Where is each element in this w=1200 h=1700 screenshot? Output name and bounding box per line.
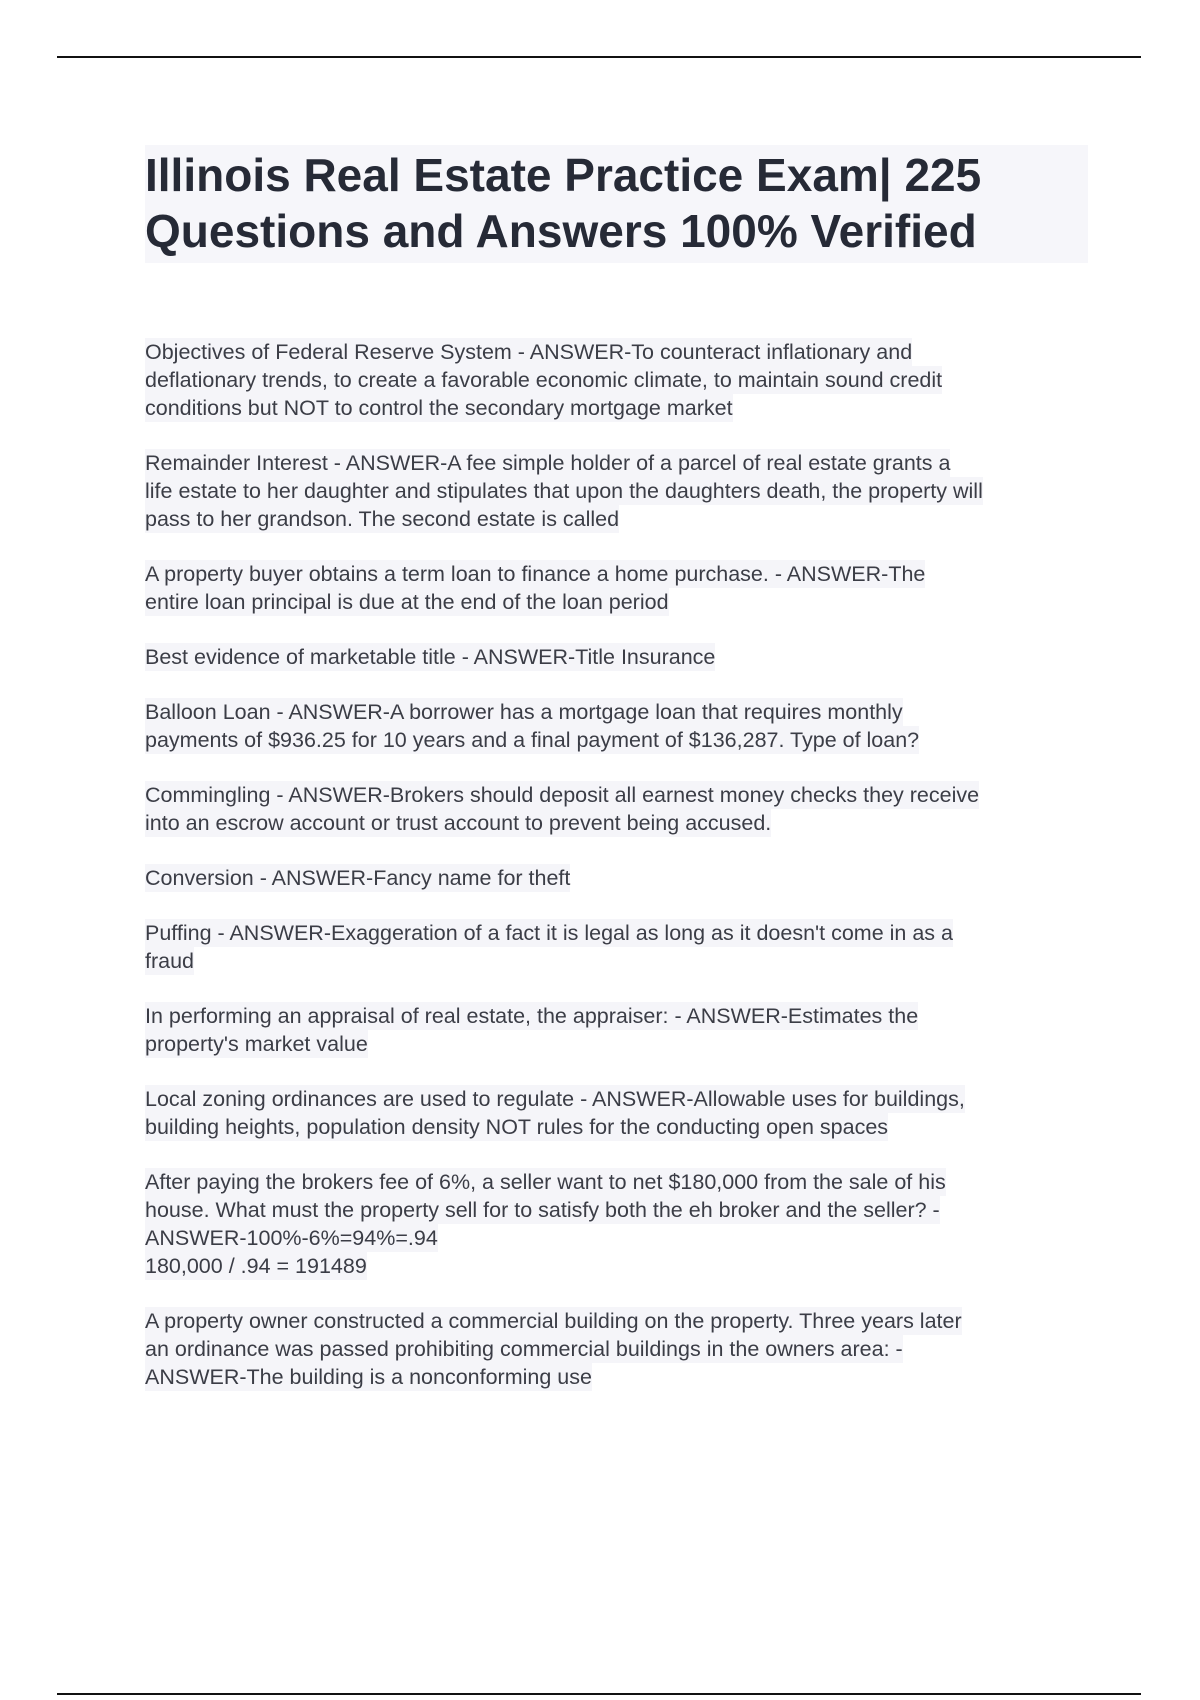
- qa-entry: [145, 781, 1095, 837]
- qa-text-line: an ordinance was passed prohibiting commercial buildings in the owners area: -: [145, 1337, 903, 1361]
- qa-text-line: conditions but NOT to control the secondary mortgage market: [145, 396, 733, 420]
- qa-entry: [145, 1168, 1095, 1280]
- qa-text-line: In performing an appraisal of real estate, the appraiser: - ANSWER-Estimates the: [145, 1004, 919, 1028]
- header-rule: [57, 56, 1141, 58]
- qa-text-line: Commingling - ANSWER-Brokers should deposit all earnest money checks they receive: [145, 783, 980, 807]
- qa-text-line: fraud: [145, 949, 195, 973]
- qa-entry: [145, 1002, 1095, 1058]
- qa-entry: [145, 1085, 1095, 1141]
- qa-entry: [145, 338, 1095, 422]
- qa-text-line: property's market value: [145, 1032, 368, 1056]
- qa-text-line: A property owner constructed a commercial building on the property. Three years later: [145, 1309, 962, 1333]
- qa-entry: [145, 919, 1095, 975]
- title-line: Questions and Answers 100% Verified: [145, 205, 977, 257]
- qa-text-line: life estate to her daughter and stipulates that upon the daughters death, the property will: [145, 479, 983, 503]
- qa-text-line: Conversion - ANSWER-Fancy name for theft: [145, 866, 571, 890]
- qa-text-line: ANSWER-100%-6%=94%=.94: [145, 1226, 438, 1250]
- qa-text-line: Remainder Interest - ANSWER-A fee simple holder of a parcel of real estate grants a: [145, 451, 951, 475]
- qa-text-line: deflationary trends, to create a favorable economic climate, to maintain sound credit: [145, 368, 943, 392]
- qa-text-line: Balloon Loan - ANSWER-A borrower has a mortgage loan that requires monthly: [145, 700, 903, 724]
- qa-list: [145, 338, 1095, 1418]
- qa-text-line: building heights, population density NOT rules for the conducting open spaces: [145, 1115, 889, 1139]
- qa-text-line: entire loan principal is due at the end of the loan period: [145, 590, 669, 614]
- qa-text-line: Best evidence of marketable title - ANSWER-Title Insurance: [145, 645, 716, 669]
- qa-text-line: house. What must the property sell for to satisfy both the eh broker and the seller? -: [145, 1198, 940, 1222]
- footer-rule: [57, 1693, 1141, 1695]
- qa-text-line: 180,000 / .94 = 191489: [145, 1254, 367, 1278]
- title-line: Illinois Real Estate Practice Exam| 225: [145, 149, 982, 201]
- qa-text-line: Local zoning ordinances are used to regulate - ANSWER-Allowable uses for buildings,: [145, 1087, 965, 1111]
- qa-entry: [145, 560, 1095, 616]
- qa-entry: [145, 864, 1095, 892]
- qa-entry: [145, 449, 1095, 533]
- qa-text-line: pass to her grandson. The second estate is called: [145, 507, 620, 531]
- qa-text-line: ANSWER-The building is a nonconforming use: [145, 1365, 592, 1389]
- qa-entry: [145, 643, 1095, 671]
- qa-text-line: After paying the brokers fee of 6%, a seller want to net $180,000 from the sale of his: [145, 1170, 946, 1194]
- qa-text-line: into an escrow account or trust account to prevent being accused.: [145, 811, 772, 835]
- qa-entry: [145, 698, 1095, 754]
- document-title: [145, 145, 1088, 263]
- qa-text-line: A property buyer obtains a term loan to finance a home purchase. - ANSWER-The: [145, 562, 926, 586]
- qa-text-line: Puffing - ANSWER-Exaggeration of a fact it is legal as long as it doesn't come in as a: [145, 921, 953, 945]
- qa-entry: [145, 1307, 1095, 1391]
- qa-text-line: Objectives of Federal Reserve System - ANSWER-To counteract inflationary and: [145, 340, 913, 364]
- qa-text-line: payments of $936.25 for 10 years and a final payment of $136,287. Type of loan?: [145, 728, 920, 752]
